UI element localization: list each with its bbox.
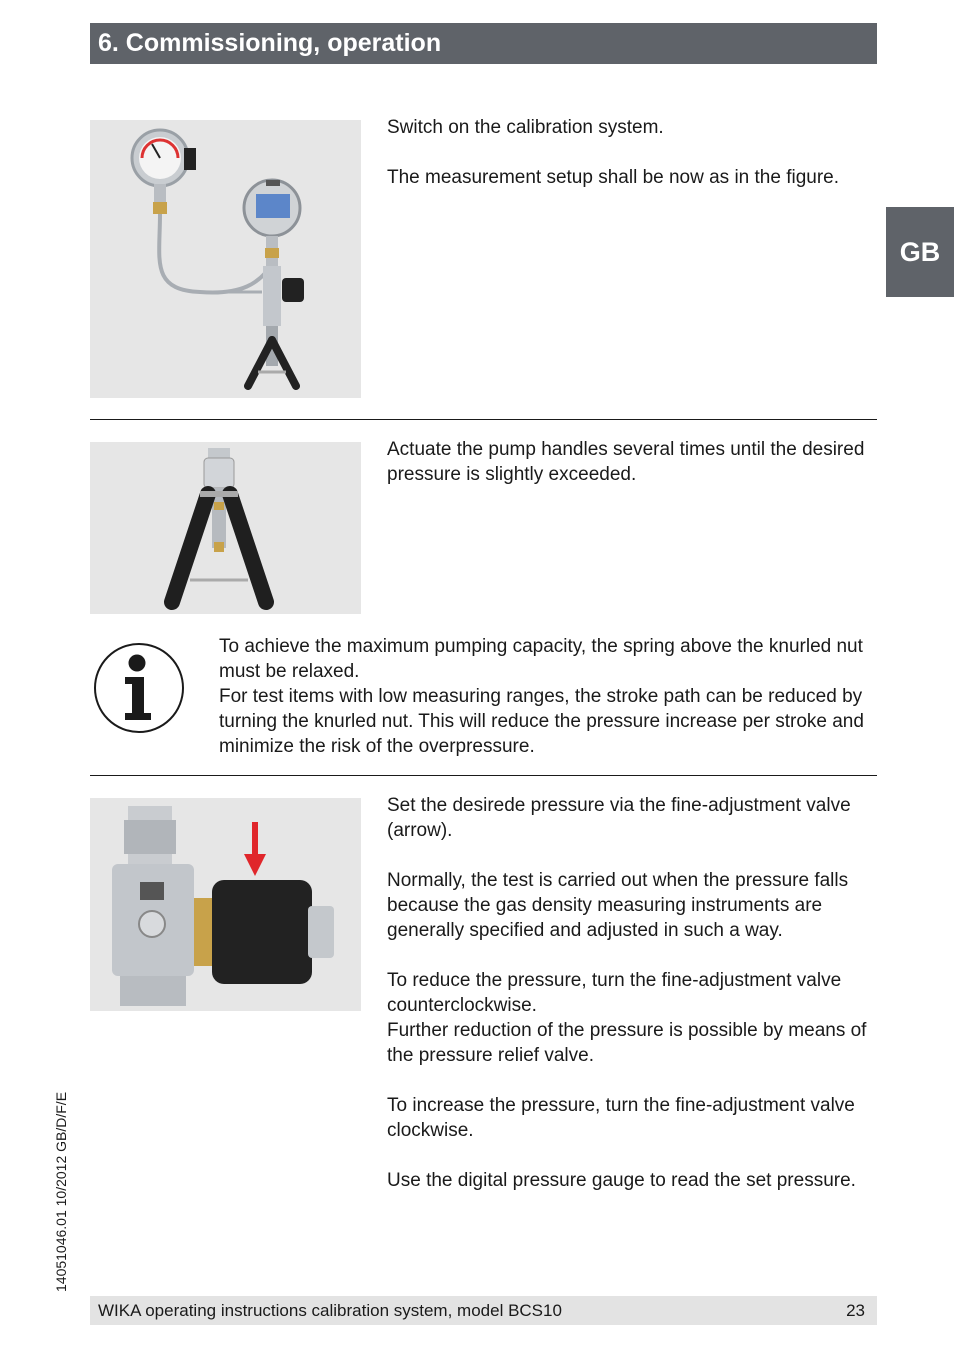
- adjust-para-1: Set the desirede pressure via the fine-adjustment valve (arrow).: [387, 795, 851, 841]
- section-header: [90, 23, 877, 64]
- divider-2: [90, 775, 877, 776]
- footer-text: WIKA operating instructions calibration system, model BCS10: [98, 1301, 562, 1320]
- adjust-para-3: To reduce the pressure, turn the fine-adjustment valve counterclockwise.: [387, 970, 842, 1016]
- adjust-para-2: Normally, the test is carried out when the pressure falls because the gas density measuring instruments are generally specified and adjusted in such a way.: [387, 870, 849, 941]
- divider-1: [90, 419, 877, 420]
- adjust-para-4: Further reduction of the pressure is possible by means of the pressure relief valve.: [387, 1020, 867, 1066]
- page-number: 23: [846, 1301, 865, 1320]
- adjust-text: [387, 793, 877, 1193]
- setup-text: [387, 115, 877, 190]
- setup-photo: [90, 120, 361, 398]
- pump-photo: [90, 442, 361, 614]
- language-label: GB: [899, 236, 941, 267]
- setup-step-2: The measurement setup shall be now as in the figure.: [387, 167, 840, 188]
- page-footer: [90, 1296, 877, 1325]
- note-line-1: To achieve the maximum pumping capacity, the spring above the knurled nut must be relaxed.: [219, 636, 863, 682]
- document-code: 14051046.01 10/2012 GB/D/F/E: [53, 1091, 69, 1292]
- info-icon: [92, 641, 186, 735]
- note-text: [219, 634, 877, 759]
- setup-step-1: Switch on the calibration system.: [387, 117, 664, 138]
- section-title: 6. Commissioning, operation: [98, 29, 442, 57]
- language-tab: [886, 207, 954, 297]
- pump-text: [387, 437, 877, 487]
- adjust-para-6: Use the digital pressure gauge to read the set pressure.: [387, 1170, 856, 1191]
- valve-photo: [90, 798, 361, 1011]
- pump-step-1: Actuate the pump handles several times until the desired pressure is slightly exceeded.: [387, 439, 865, 485]
- note-line-2: For test items with low measuring ranges, the stroke path can be reduced by turning the knurled nut. This will reduce the pressure increase per stroke and minimize the risk of the overpressure.: [219, 686, 864, 757]
- adjust-para-5: To increase the pressure, turn the fine-adjustment valve clockwise.: [387, 1095, 855, 1141]
